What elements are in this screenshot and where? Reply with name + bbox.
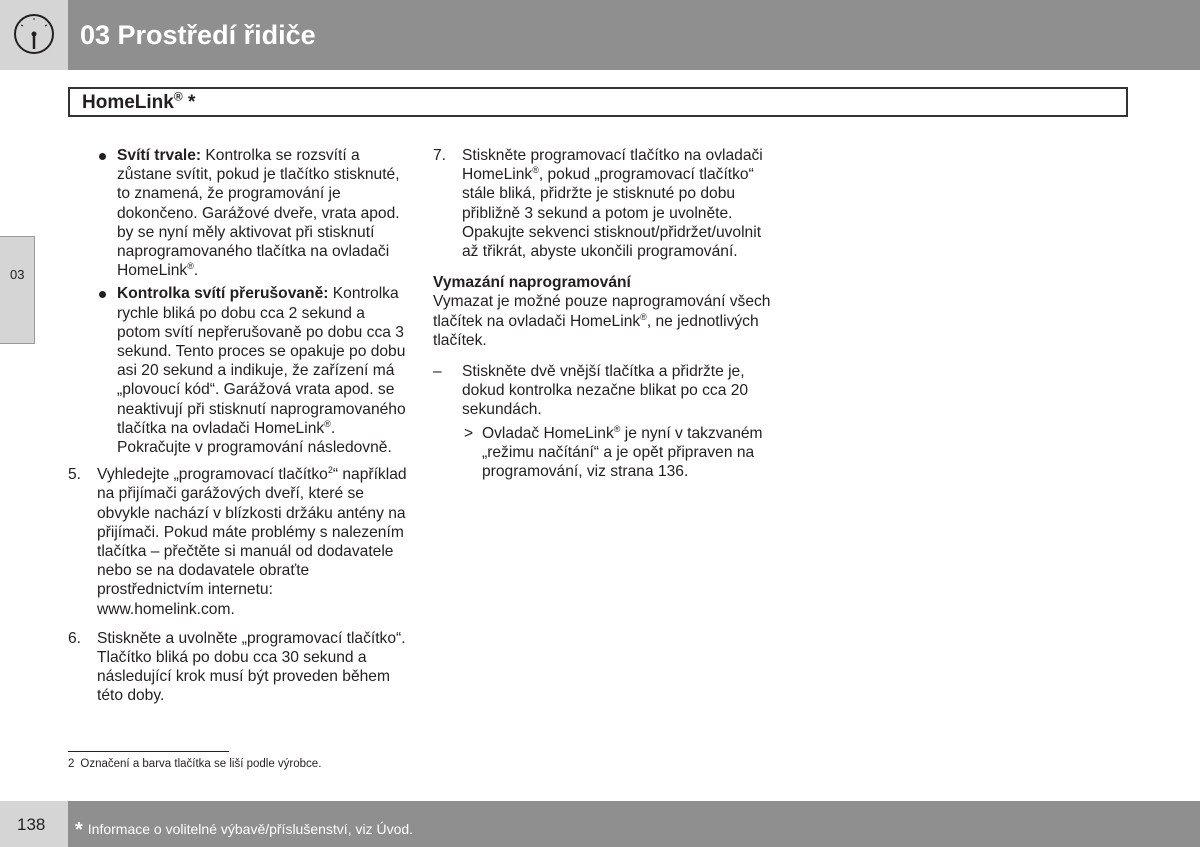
bullet-text-end: . Pokračujte v programování následovně. [117, 419, 392, 457]
footer-text: Informace o volitelné výbavě/příslušenství, viz Úvod. [87, 821, 414, 837]
registered-mark: ® [640, 311, 647, 322]
right-column [433, 146, 773, 491]
footnote-divider [68, 751, 229, 752]
registered-mark: ® [613, 423, 621, 434]
step-5 [68, 465, 408, 619]
side-tab-label: 03 [10, 267, 25, 282]
left-column [68, 146, 408, 716]
list-item [68, 146, 408, 280]
step-text: Stiskněte a uvolněte „programovací tlačítko“. Tlačítko bliká po dobu cca 30 sekund a následující krok musí být proveden během této doby. [97, 629, 406, 705]
bullet-text-end: . [193, 262, 199, 280]
bullet-icon [99, 153, 106, 160]
footnote-ref: 2 [327, 465, 333, 476]
bullet-text: Kontrolka rychle bliká po dobu cca 2 sekund a potom svítí nepřerušovaně po dobu cca 3 sekund. Tento proces se opakuje po dobu asi 20 sekund a indikuje, že zařízení má „plovoucí kód“. Garážová vrata apod. se neaktivují při stisknutí naprogramovaného tlačítka na ovladači HomeLink [117, 285, 406, 437]
footnote-text: Označení a barva tlačítka se liší podle výrobce. [80, 758, 322, 770]
footer-bar [68, 801, 1200, 847]
star-icon: * [75, 819, 83, 841]
bullet-icon [99, 291, 106, 298]
chapter-side-tab [0, 236, 35, 344]
dash-marker: – [433, 363, 442, 381]
bullet-term: Svítí trvale: [117, 147, 202, 164]
chapter-title: 03 Prostředí řidiče [80, 20, 316, 50]
step-number: 7. [433, 147, 447, 164]
step-6 [68, 629, 408, 706]
footer-note [75, 817, 413, 840]
result-marker: > [464, 424, 474, 442]
registered-mark: ® [532, 165, 539, 176]
registered-mark: ® [173, 89, 183, 104]
step-text-cont: “ například na přijímači garážových dveří, které se obvykle nachází v blízkosti držáku antény na přijímači. Pokud máte problémy s nalezením tlačítka – přečtěte si manuál od dodavatele nebo se na dodavatele obraťte prostřednictvím internetu: www.homelink.com. [97, 466, 407, 618]
list-item [68, 284, 408, 457]
bullet-text: Kontrolka se rozsvítí a zůstane svítit, pokud je tlačítko stisknuté, to znamená, že programování je dokončeno. Garážové dveře, vrata apod. by se nyní měly aktivovat při stisknutí naprogramovaného tlačítka na ovladači HomeLink [117, 147, 400, 280]
result-text-cont: je nyní v takzvaném „režimu načítání“ a je opět připraven na programování, viz strana 136. [482, 424, 763, 481]
footer-page-box [0, 801, 68, 847]
step-7 [433, 146, 773, 261]
section-title [82, 89, 196, 114]
section-heading-box [68, 87, 1128, 117]
section-title-text: HomeLink [82, 92, 174, 113]
step-text: Vyhledejte „programovací tlačítko [97, 466, 328, 484]
header-icon-box [0, 0, 68, 70]
step-text: Stiskněte programovací tlačítko na ovladači HomeLink [462, 147, 763, 184]
result-item [433, 424, 773, 482]
dash-text: Stiskněte dvě vnější tlačítka a přidržte je, dokud kontrolka nezačne blikat po cca 20 sekundách. [462, 363, 749, 419]
page-number: 138 [17, 815, 46, 834]
footnote [68, 758, 321, 770]
registered-mark: ® [324, 418, 331, 429]
step-number: 6. [68, 629, 82, 647]
paragraph-text-cont: , ne jednotlivých tlačítek. [433, 312, 759, 349]
paragraph [433, 292, 773, 350]
result-text: Ovladač HomeLink [482, 424, 614, 442]
registered-mark: ® [187, 261, 194, 272]
gauge-icon [13, 13, 55, 55]
subheading: Vymazání naprogramování [433, 274, 631, 292]
optional-star: * [182, 92, 196, 113]
dash-item [433, 362, 773, 420]
header-bar [68, 0, 1200, 70]
step-text-cont: , pokud „programovací tlačítko“ stále bliká, přidržte je stisknuté po dobu přibližně 3 sekund a potom je uvolněte. Opakujte sekvenci stisknout/přidržet/uvolnit až třikrát, abyste ukončili programování. [462, 166, 762, 261]
paragraph-text: Vymazat je možné pouze naprogramování všech tlačítek na ovladači HomeLink [433, 293, 771, 330]
footnote-number: 2 [68, 758, 75, 770]
bullet-term: Kontrolka svítí přerušovaně: [117, 285, 329, 303]
step-number: 5. [68, 466, 82, 484]
